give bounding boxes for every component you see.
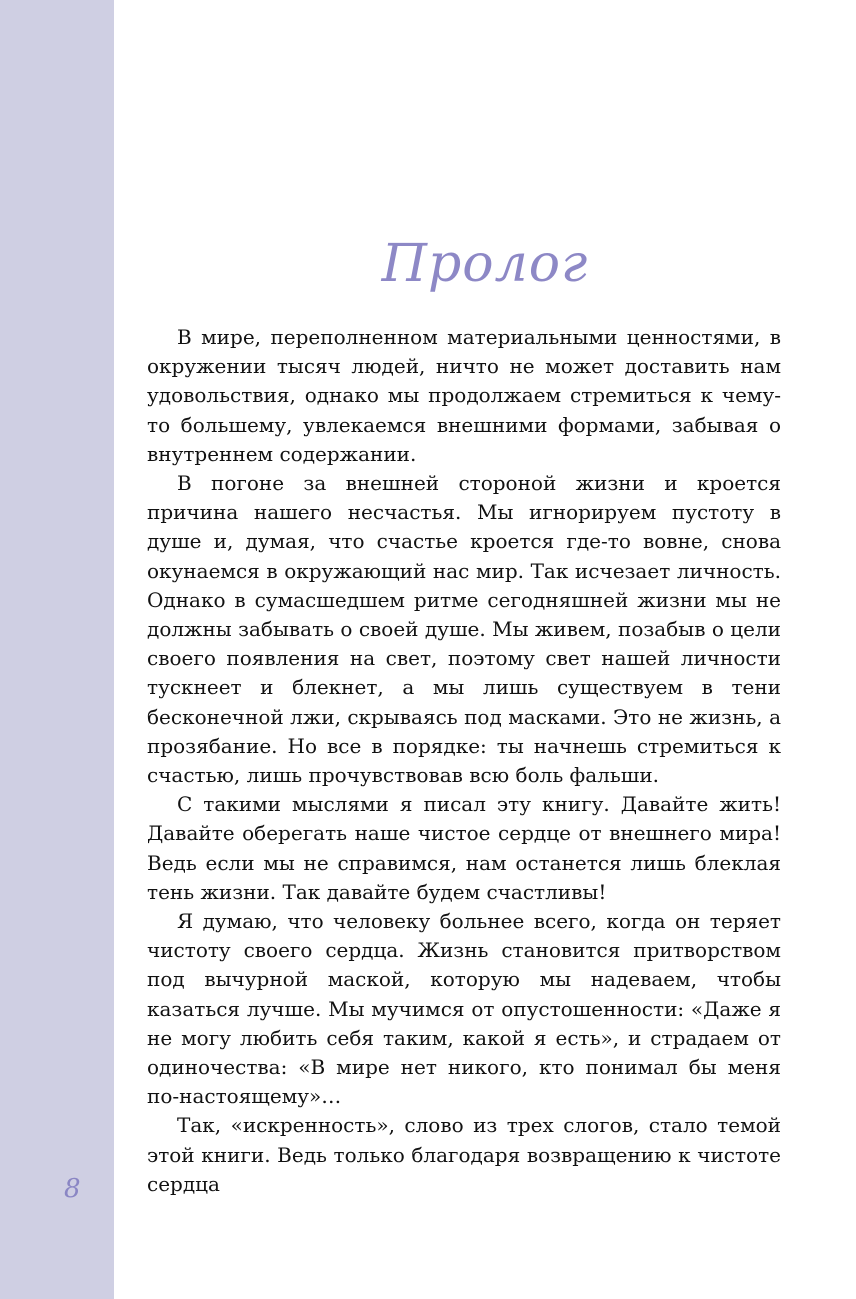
page-number: 8 xyxy=(64,1174,81,1204)
paragraph-3: С такими мыслями я писал эту книгу. Давайте жить! Давайте оберегать наше чистое сердце от внешнего мира! Ведь если мы не справимся, нам останется лишь блеклая тень жизни. Так давайте будем счастливы! xyxy=(147,792,781,904)
paragraph-2: В погоне за внешней стороной жизни и кроется причина нашего несчастья. Мы игнорируем пустоту в душе и, думая, что счастье кроется где-то вовне, снова окунаемся в окружающий нас мир. Так исчезает личность. Однако в сумасшедшем ритме сегодняшней жизни мы не должны забывать о своей душе. Мы живем, позабыв о цели своего появления на свет, поэтому свет нашей личности тускнеет и блекнет, а мы лишь существуем в тени бесконечной лжи, скрываясь под масками. Это не жизнь, а прозябание. Но все в порядке: ты начнешь стремиться к счастью, лишь прочувствовав всю боль фальши. xyxy=(147,471,781,788)
paragraph-4: Я думаю, что человеку больнее всего, когда он теряет чистоту своего сердца. Жизнь становится притворством под вычурной маской, которую мы надеваем, чтобы казаться лучше. Мы мучимся от опустошенности: «Даже я не могу любить себя таким, какой я есть», и страдаем от одиночества: «В мире нет никого, кто понимал бы меня по-настоящему»… xyxy=(147,909,781,1109)
paragraph-1: В мире, переполненном материальными ценностями, в окружении тысяч людей, ничто не может доставить нам удовольствия, однако мы продолжаем стремиться к чему-то большему, увлекаемся внешними формами, забывая о внутреннем содержании. xyxy=(147,325,781,466)
paragraph-5: Так, «искренность», слово из трех слогов, стало темой этой книги. Ведь только благодаря возвращению к чистоте сердца xyxy=(147,1113,781,1196)
page-margin-strip xyxy=(0,0,114,1299)
chapter-title: Пролог xyxy=(381,234,589,294)
body-text xyxy=(147,323,781,1199)
